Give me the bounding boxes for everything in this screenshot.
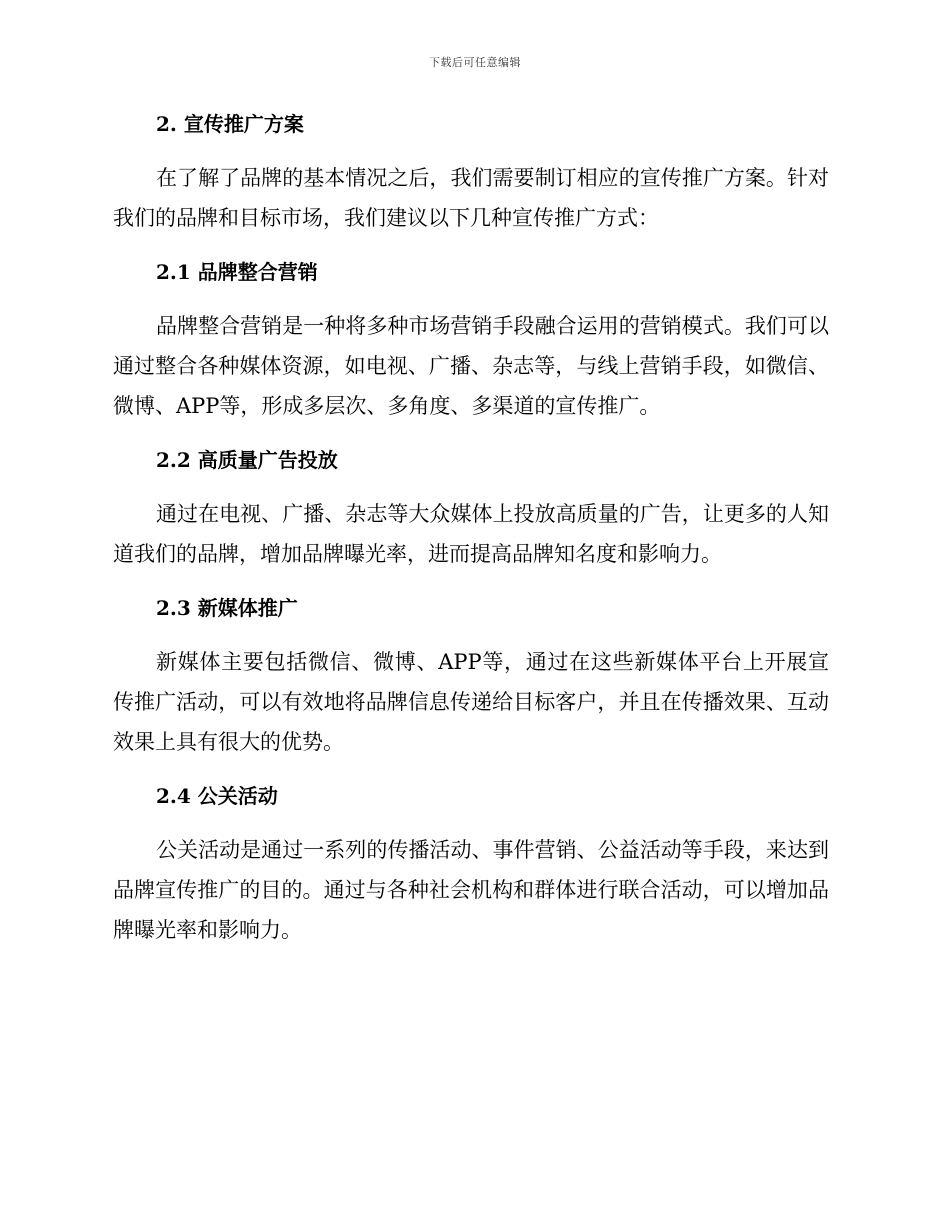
section-paragraph-2-1: 品牌整合营销是一种将多种市场营销手段融合运用的营销模式。我们可以通过整合各种媒体资源，如电视、广播、杂志等，与线上营销手段，如微信、微博、APP等，形成多层次、多角度、多渠道的宣传推广。 (113, 314, 829, 418)
document-body (113, 108, 829, 950)
section-heading-2-1: 2.1 品牌整合营销 (156, 260, 318, 284)
page-header: 下载后可任意编辑 (429, 56, 521, 69)
section-paragraph-2: 在了解了品牌的基本情况之后，我们需要制订相应的宣传推广方案。针对我们的品牌和目标市场，我们建议以下几种宣传推广方式： (113, 166, 829, 230)
section-heading-2-4: 2.4 公关活动 (156, 784, 278, 808)
section-heading-2-3: 2.3 新媒体推广 (156, 596, 298, 620)
section-paragraph-2-2: 通过在电视、广播、杂志等大众媒体上投放高质量的广告，让更多的人知道我们的品牌，增加品牌曝光率，进而提高品牌知名度和影响力。 (113, 502, 829, 566)
section-paragraph-2-3: 新媒体主要包括微信、微博、APP等，通过在这些新媒体平台上开展宣传推广活动，可以有效地将品牌信息传递给目标客户，并且在传播效果、互动效果上具有很大的优势。 (113, 650, 829, 754)
section-heading-2: 2. 宣传推广方案 (156, 112, 304, 136)
section-heading-2-2: 2.2 高质量广告投放 (156, 448, 338, 472)
section-paragraph-2-4: 公关活动是通过一系列的传播活动、事件营销、公益活动等手段，来达到品牌宣传推广的目的。通过与各种社会机构和群体进行联合活动，可以增加品牌曝光率和影响力。 (113, 838, 829, 942)
